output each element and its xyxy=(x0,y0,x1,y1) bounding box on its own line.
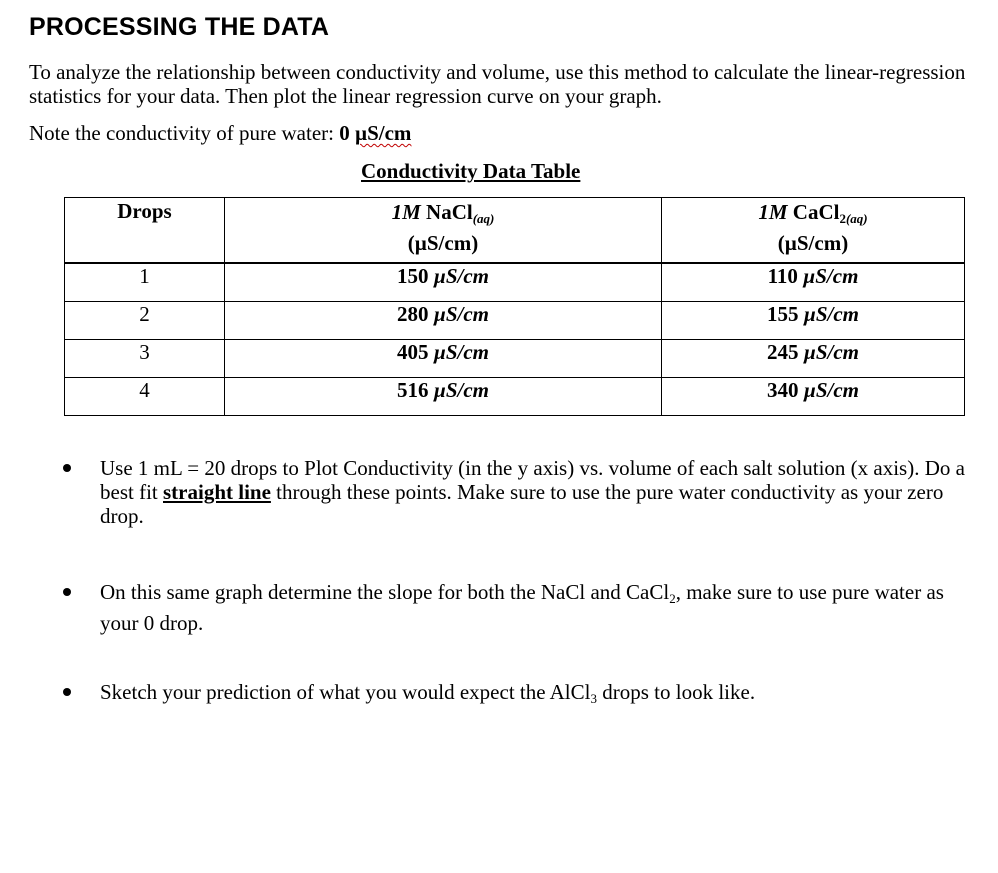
nacl-cell: 150 µS/cm xyxy=(225,263,662,302)
cacl2-cell: 155 µS/cm xyxy=(662,302,965,340)
bullet-icon xyxy=(63,688,71,696)
document-page: PROCESSING THE DATA To analyze the relationship between conductivity and volume, use this method to calculate the linear-regression statistics for your data. Then plot the linear regression curve on your graph. Note the conductivity of pure water: 0 µS/cm Conductivity Data Table Drops 1M NaCl$_{(aq)}$ (µS/cm) 1M $CaCl2_{(aq)}$ (µS/cm) 1 150 µS/cm 110 µS/cm 2 280 µS/cm 155 µS/cm 3 405 µS/cm 245 µS/cm 4 516 µS/cm 340 µS/cm Use 1 mL = 20 drops to Plot Conductivity (in the y axis) vs. volume of each salt solution (x axis). Do a best fit straight line through these points. Make sure to use the pure water conductivity as your zero drop. On this same graph determine the slope for both the NaCl and CaCl2, make sure to use pure water as your 0 drop. Sketch your prediction of what you would expect the AlCl3 drops to look like. xyxy=(0,0,998,873)
nacl-cell: 280 µS/cm xyxy=(225,302,662,340)
drops-cell: 2 xyxy=(65,302,225,340)
header-drops: Drops xyxy=(65,198,225,264)
cacl2-cell: 245 µS/cm xyxy=(662,340,965,378)
header-cacl2: 1M $CaCl2_{(aq)}$ (µS/cm) xyxy=(662,198,965,264)
table-row xyxy=(65,302,965,340)
conductivity-data-table xyxy=(64,197,965,416)
bullet-icon xyxy=(63,588,71,596)
drops-cell: 3 xyxy=(65,340,225,378)
cacl2-cell: 340 µS/cm xyxy=(662,378,965,416)
table-title: Conductivity Data Table xyxy=(361,159,581,183)
drops-cell: 1 xyxy=(65,263,225,302)
section-heading: PROCESSING THE DATA xyxy=(29,13,330,41)
table-header-row xyxy=(65,198,965,264)
note-value: 0 µS/cm xyxy=(339,121,412,145)
header-nacl: 1M NaCl$_{(aq)}$ (µS/cm) xyxy=(225,198,662,264)
cacl2-cell: 110 µS/cm xyxy=(662,263,965,302)
table-row xyxy=(65,263,965,302)
table-row xyxy=(65,378,965,416)
nacl-cell: 516 µS/cm xyxy=(225,378,662,416)
table-row xyxy=(65,340,965,378)
note-unit: µS/cm xyxy=(354,121,412,145)
pure-water-note xyxy=(29,121,411,146)
intro-paragraph: To analyze the relationship between conductivity and volume, use this method to calculate the linear-regression statistics for your data. Then plot the linear regression curve on your graph. xyxy=(29,60,966,108)
bullet-icon xyxy=(63,464,71,472)
nacl-cell: 405 µS/cm xyxy=(225,340,662,378)
straight-line-emphasis: straight line xyxy=(163,480,271,504)
drops-cell: 4 xyxy=(65,378,225,416)
note-text: Note the conductivity of pure water: xyxy=(29,121,340,145)
